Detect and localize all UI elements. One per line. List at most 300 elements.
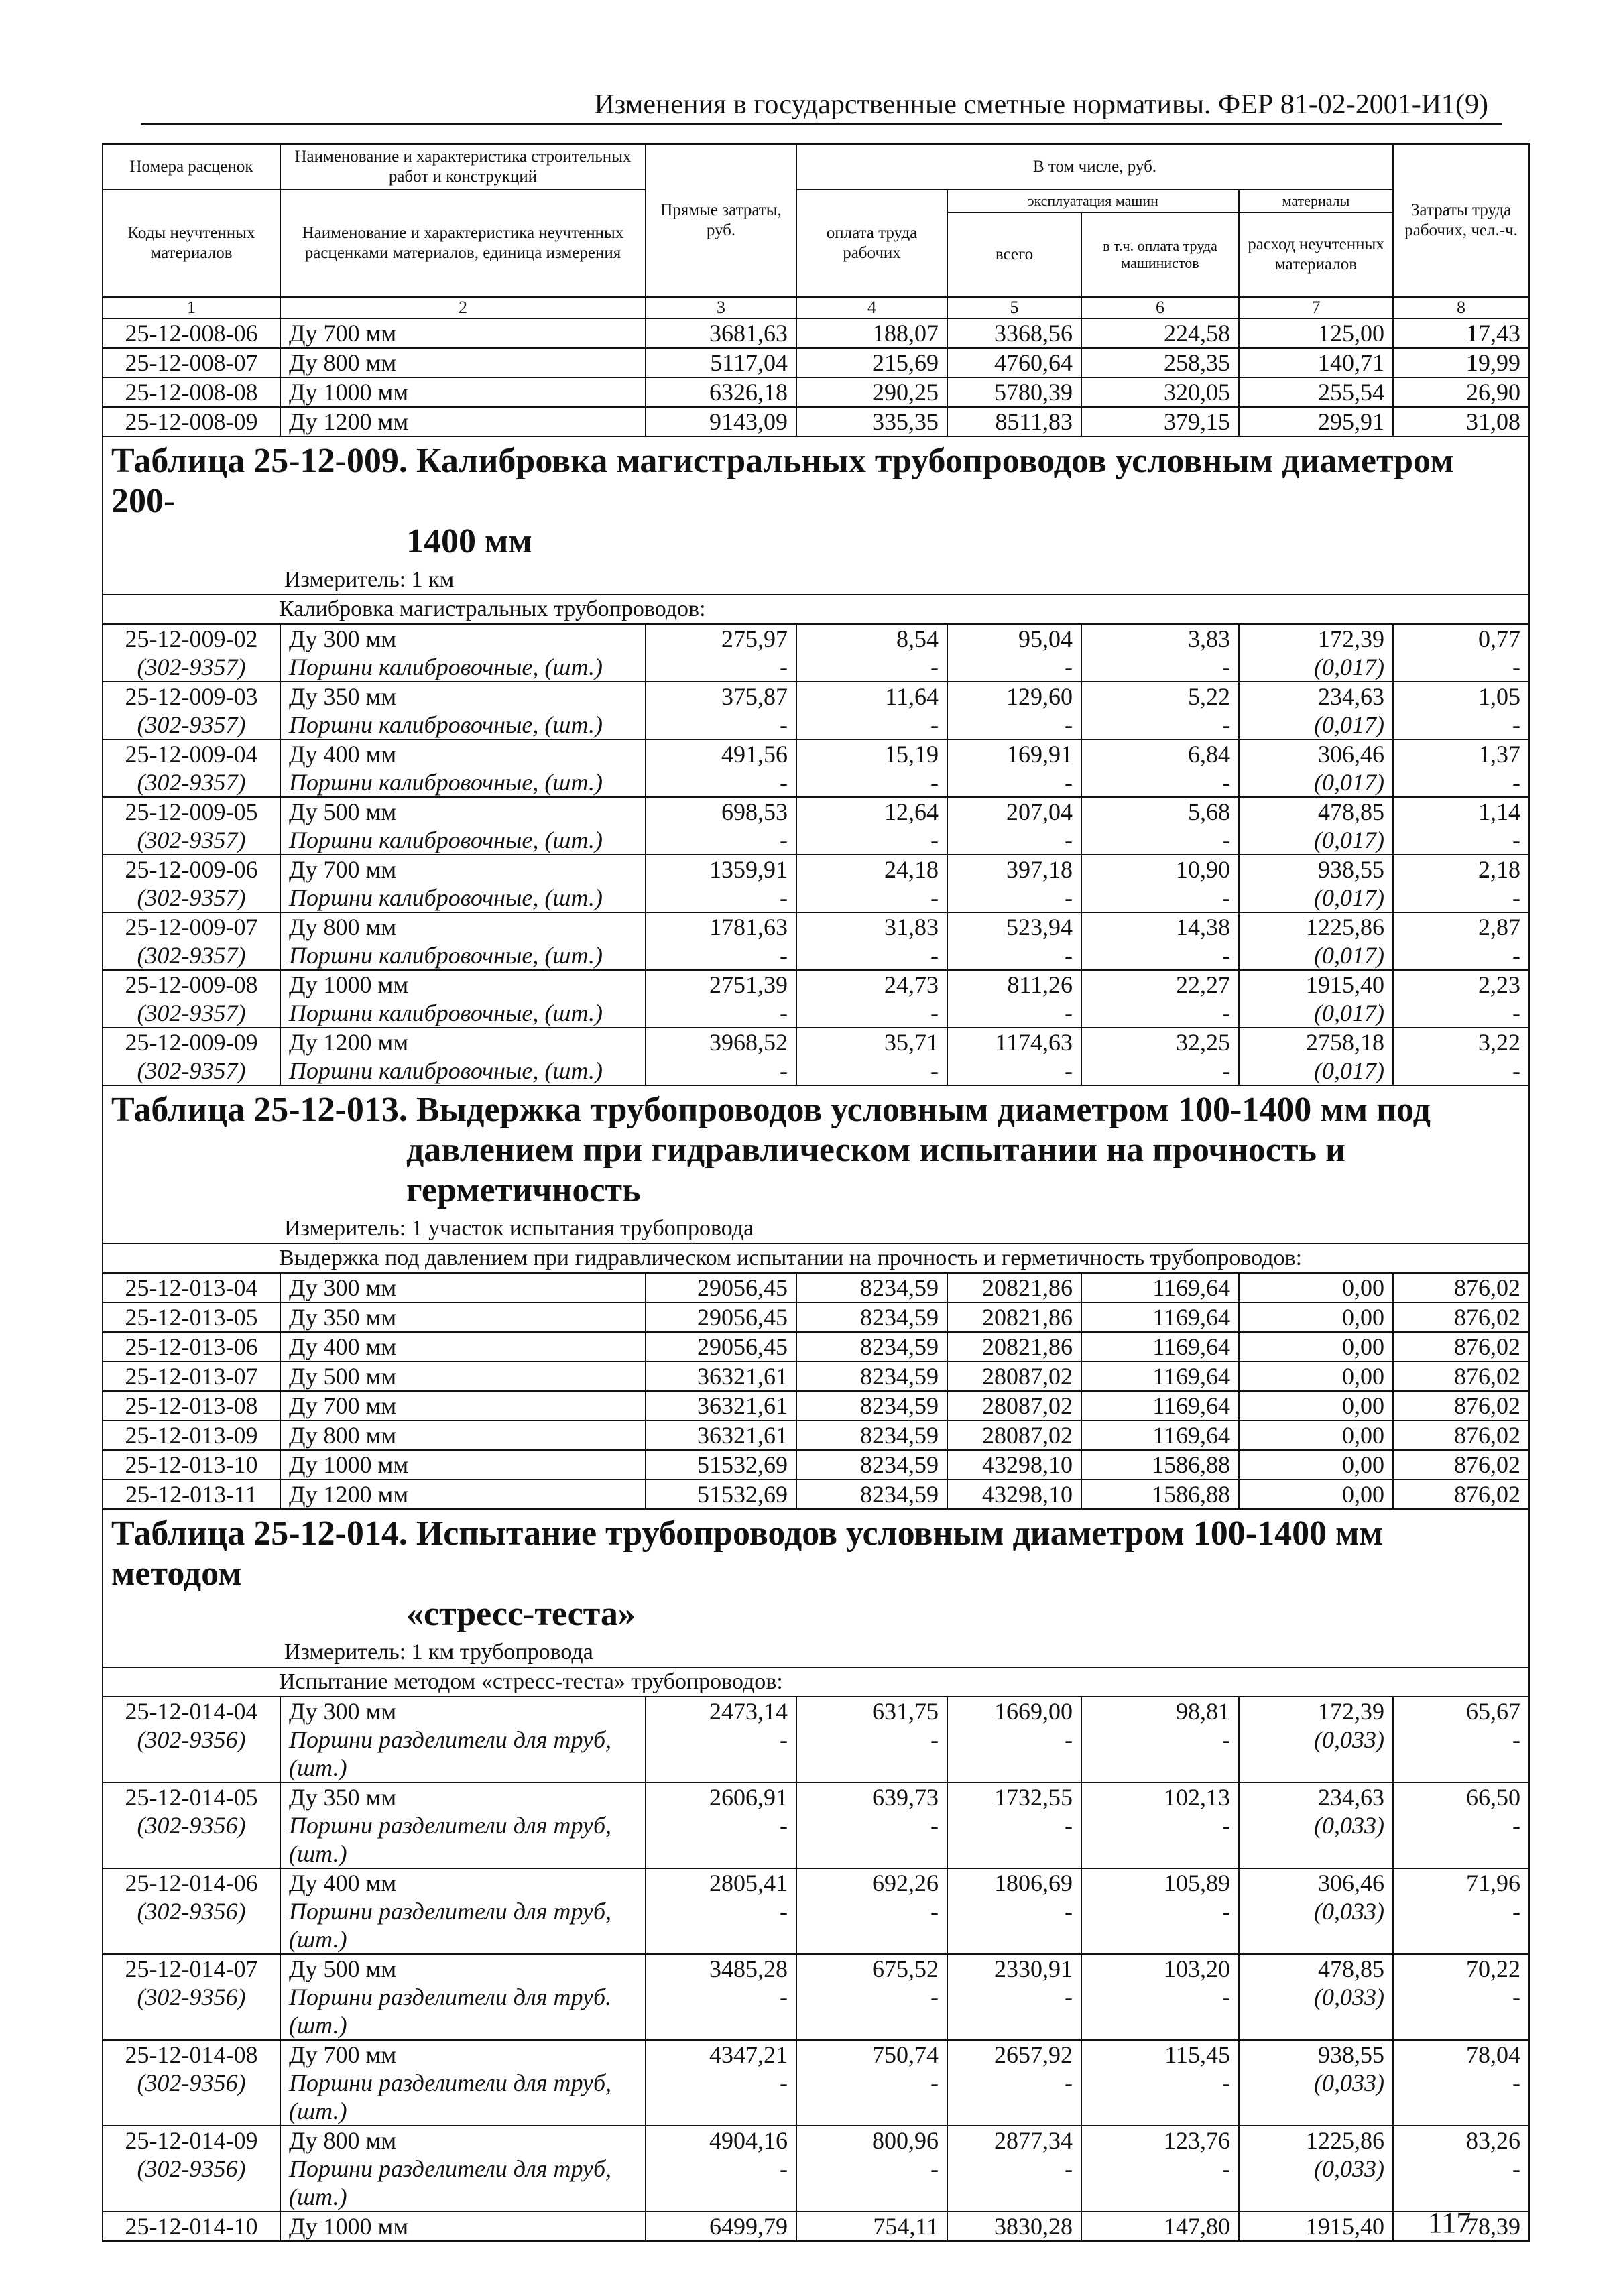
material-code: (302-9357) xyxy=(103,826,280,855)
value-m8: - xyxy=(1393,711,1529,739)
value-c5: 2657,92 xyxy=(947,2040,1081,2069)
value-m6: - xyxy=(1081,1811,1239,1868)
value-c4: 750,74 xyxy=(796,2040,947,2069)
value-m5: - xyxy=(947,884,1081,912)
rate-code: 25-12-013-05 xyxy=(103,1303,280,1332)
value-m3: - xyxy=(646,1983,796,2040)
value-m6: - xyxy=(1081,1897,1239,1954)
value-m4: - xyxy=(796,999,947,1028)
work-name: Ду 400 мм xyxy=(280,739,646,768)
work-name: Ду 700 мм xyxy=(280,318,646,348)
table-title xyxy=(103,436,1529,566)
value-c3: 2606,91 xyxy=(646,1783,796,1811)
material-code: (302-9356) xyxy=(103,2069,280,2126)
value-c7: 2758,18 xyxy=(1239,1028,1393,1056)
header-col6: в т.ч. оплата труда машинистов xyxy=(1081,213,1239,297)
value-m8: - xyxy=(1393,1811,1529,1868)
table-title-line: герметичность xyxy=(406,1171,641,1209)
value-c6: 32,25 xyxy=(1081,1028,1239,1056)
value-c3: 29056,45 xyxy=(646,1273,796,1303)
value-m4: - xyxy=(796,711,947,739)
work-name: Ду 700 мм xyxy=(280,855,646,884)
header-materials: материалы xyxy=(1239,190,1393,213)
table-row xyxy=(103,2126,1529,2155)
value-c6: 1586,88 xyxy=(1081,1450,1239,1479)
value-m3: - xyxy=(646,1811,796,1868)
work-name: Ду 1200 мм xyxy=(280,1028,646,1056)
value-c6: 102,13 xyxy=(1081,1783,1239,1811)
value-m4: - xyxy=(796,1726,947,1783)
value-m4: - xyxy=(796,2155,947,2212)
value-m7: (0,017) xyxy=(1239,768,1393,797)
value-c7: 938,55 xyxy=(1239,2040,1393,2069)
measure-unit: Измеритель: 1 км трубопровода xyxy=(103,1638,1529,1667)
value-m4: - xyxy=(796,826,947,855)
rate-code: 25-12-009-04 xyxy=(103,739,280,768)
measure-row xyxy=(103,1215,1529,1244)
value-c8: 2,23 xyxy=(1393,970,1529,999)
value-c4: 8234,59 xyxy=(796,1421,947,1450)
material-row xyxy=(103,884,1529,912)
value-c3: 3485,28 xyxy=(646,1954,796,1983)
value-m7: (0,033) xyxy=(1239,1811,1393,1868)
value-c8: 83,26 xyxy=(1393,2126,1529,2155)
table-row xyxy=(103,1868,1529,1897)
measure-row xyxy=(103,1638,1529,1667)
value-c6: 379,15 xyxy=(1081,407,1239,436)
value-c8: 876,02 xyxy=(1393,1479,1529,1509)
material-name-line: Поршни калибровочные, (шт.) xyxy=(289,711,603,738)
value-c7: 295,91 xyxy=(1239,407,1393,436)
value-c5: 95,04 xyxy=(947,624,1081,653)
value-c8: 1,14 xyxy=(1393,797,1529,826)
value-c7: 0,00 xyxy=(1239,1273,1393,1303)
table-row xyxy=(103,739,1529,768)
value-m5: - xyxy=(947,941,1081,970)
value-c6: 5,68 xyxy=(1081,797,1239,826)
value-c7: 1225,86 xyxy=(1239,912,1393,941)
value-c5: 523,94 xyxy=(947,912,1081,941)
table-title-line: 1400 мм xyxy=(406,522,532,560)
header-col1-bottom: Коды неучтенных материалов xyxy=(103,190,280,297)
value-c3: 2751,39 xyxy=(646,970,796,999)
material-name-line: Поршни калибровочные, (шт.) xyxy=(289,884,603,911)
material-code: (302-9357) xyxy=(103,1056,280,1085)
value-m7: (0,033) xyxy=(1239,2155,1393,2212)
work-name: Ду 300 мм xyxy=(280,1697,646,1726)
value-c6: 10,90 xyxy=(1081,855,1239,884)
rate-code: 25-12-014-10 xyxy=(103,2212,280,2241)
value-m6: - xyxy=(1081,999,1239,1028)
table-row xyxy=(103,970,1529,999)
work-name: Ду 1200 мм xyxy=(280,407,646,436)
value-m7: (0,017) xyxy=(1239,711,1393,739)
value-c7: 938,55 xyxy=(1239,855,1393,884)
value-c7: 234,63 xyxy=(1239,1783,1393,1811)
table-title-line: Таблица 25-12-009. Калибровка магистральных трубопроводов условным диаметром 200- xyxy=(111,442,1454,520)
rate-code: 25-12-009-02 xyxy=(103,624,280,653)
header-num-1: 1 xyxy=(103,297,280,318)
table-title xyxy=(103,1085,1529,1215)
value-c4: 8234,59 xyxy=(796,1332,947,1362)
value-c3: 51532,69 xyxy=(646,1479,796,1509)
value-m6: - xyxy=(1081,2069,1239,2126)
value-c8: 17,43 xyxy=(1393,318,1529,348)
rate-code: 25-12-009-06 xyxy=(103,855,280,884)
value-c5: 28087,02 xyxy=(947,1391,1081,1421)
value-c5: 43298,10 xyxy=(947,1450,1081,1479)
work-name: Ду 300 мм xyxy=(280,624,646,653)
table-row xyxy=(103,1303,1529,1332)
material-name xyxy=(280,1726,646,1783)
value-m6: - xyxy=(1081,1983,1239,2040)
value-c3: 2805,41 xyxy=(646,1868,796,1897)
value-c8: 876,02 xyxy=(1393,1332,1529,1362)
value-c3: 4347,21 xyxy=(646,2040,796,2069)
value-c4: 335,35 xyxy=(796,407,947,436)
value-m6: - xyxy=(1081,711,1239,739)
value-m3: - xyxy=(646,884,796,912)
rate-code: 25-12-014-08 xyxy=(103,2040,280,2069)
value-m4: - xyxy=(796,884,947,912)
table-row xyxy=(103,377,1529,407)
header-num-2: 2 xyxy=(280,297,646,318)
material-name-line: (шт.) xyxy=(289,1926,347,1953)
table-title xyxy=(103,1509,1529,1638)
value-c8: 71,96 xyxy=(1393,1868,1529,1897)
material-row xyxy=(103,2155,1529,2212)
value-c4: 8234,59 xyxy=(796,1362,947,1391)
material-row xyxy=(103,1726,1529,1783)
header-num-6: 6 xyxy=(1081,297,1239,318)
rate-code: 25-12-014-05 xyxy=(103,1783,280,1811)
value-c5: 397,18 xyxy=(947,855,1081,884)
value-m5: - xyxy=(947,711,1081,739)
rate-code: 25-12-009-07 xyxy=(103,912,280,941)
value-m8: - xyxy=(1393,2069,1529,2126)
value-c7: 0,00 xyxy=(1239,1362,1393,1391)
value-m5: - xyxy=(947,653,1081,682)
material-row xyxy=(103,2069,1529,2126)
material-row xyxy=(103,711,1529,739)
material-name-line: Поршни разделители для труб, xyxy=(289,2155,612,2182)
table-row xyxy=(103,2040,1529,2069)
value-c7: 172,39 xyxy=(1239,624,1393,653)
material-name-line: Поршни разделители для труб, xyxy=(289,1898,612,1925)
value-c5: 2330,91 xyxy=(947,1954,1081,1983)
value-c5: 5780,39 xyxy=(947,377,1081,407)
rate-code: 25-12-009-09 xyxy=(103,1028,280,1056)
section-row xyxy=(103,595,1529,624)
material-name xyxy=(280,653,646,682)
value-c3: 51532,69 xyxy=(646,1450,796,1479)
rate-code: 25-12-008-09 xyxy=(103,407,280,436)
table-row xyxy=(103,1273,1529,1303)
measure-unit: Измеритель: 1 участок испытания трубопровода xyxy=(103,1215,1529,1244)
value-m3: - xyxy=(646,1056,796,1085)
table-title-line: Таблица 25-12-013. Выдержка трубопроводов условным диаметром 100-1400 мм под xyxy=(111,1091,1431,1129)
value-m5: - xyxy=(947,1983,1081,2040)
value-c7: 478,85 xyxy=(1239,1954,1393,1983)
value-c6: 98,81 xyxy=(1081,1697,1239,1726)
rate-code: 25-12-013-08 xyxy=(103,1391,280,1421)
table-title-row xyxy=(103,436,1529,566)
material-code: (302-9357) xyxy=(103,768,280,797)
material-name-line: Поршни калибровочные, (шт.) xyxy=(289,1000,603,1026)
value-c3: 9143,09 xyxy=(646,407,796,436)
table-row xyxy=(103,1479,1529,1509)
table-row xyxy=(103,1391,1529,1421)
measure-unit: Измеритель: 1 км xyxy=(103,566,1529,595)
value-c6: 6,84 xyxy=(1081,739,1239,768)
value-m3: - xyxy=(646,999,796,1028)
table-title-line: «стресс-теста» xyxy=(406,1595,636,1633)
value-c8: 1,37 xyxy=(1393,739,1529,768)
value-c7: 1225,86 xyxy=(1239,2126,1393,2155)
header-col7: расход неучтенных материалов xyxy=(1239,213,1393,297)
value-c5: 8511,83 xyxy=(947,407,1081,436)
value-c3: 6499,79 xyxy=(646,2212,796,2241)
value-c5: 1669,00 xyxy=(947,1697,1081,1726)
table-row xyxy=(103,1362,1529,1391)
value-c3: 29056,45 xyxy=(646,1303,796,1332)
value-c6: 14,38 xyxy=(1081,912,1239,941)
value-c7: 0,00 xyxy=(1239,1303,1393,1332)
value-c4: 8234,59 xyxy=(796,1303,947,1332)
value-c4: 35,71 xyxy=(796,1028,947,1056)
value-c4: 215,69 xyxy=(796,348,947,377)
value-c8: 31,08 xyxy=(1393,407,1529,436)
material-code: (302-9356) xyxy=(103,1983,280,2040)
material-name xyxy=(280,1811,646,1868)
value-m3: - xyxy=(646,2069,796,2126)
value-m6: - xyxy=(1081,826,1239,855)
value-c5: 1732,55 xyxy=(947,1783,1081,1811)
value-m6: - xyxy=(1081,1726,1239,1783)
value-c4: 31,83 xyxy=(796,912,947,941)
value-c8: 65,67 xyxy=(1393,1697,1529,1726)
value-c4: 8234,59 xyxy=(796,1479,947,1509)
value-m8: - xyxy=(1393,2155,1529,2212)
work-name: Ду 400 мм xyxy=(280,1332,646,1362)
section-caption: Испытание методом «стресс-теста» трубопроводов: xyxy=(103,1667,1529,1697)
value-c6: 115,45 xyxy=(1081,2040,1239,2069)
value-c7: 140,71 xyxy=(1239,348,1393,377)
material-name xyxy=(280,999,646,1028)
value-c7: 255,54 xyxy=(1239,377,1393,407)
material-row xyxy=(103,941,1529,970)
rate-code: 25-12-013-09 xyxy=(103,1421,280,1450)
value-c8: 78,39 xyxy=(1393,2212,1529,2241)
value-c8: 876,02 xyxy=(1393,1421,1529,1450)
value-c5: 2877,34 xyxy=(947,2126,1081,2155)
table-row xyxy=(103,1028,1529,1056)
value-c5: 3830,28 xyxy=(947,2212,1081,2241)
material-name-line: (шт.) xyxy=(289,1754,347,1781)
value-c7: 306,46 xyxy=(1239,739,1393,768)
value-m4: - xyxy=(796,768,947,797)
rate-code: 25-12-009-08 xyxy=(103,970,280,999)
table-row xyxy=(103,407,1529,436)
material-code: (302-9357) xyxy=(103,653,280,682)
value-c8: 876,02 xyxy=(1393,1303,1529,1332)
value-c6: 103,20 xyxy=(1081,1954,1239,1983)
value-c3: 698,53 xyxy=(646,797,796,826)
running-header xyxy=(141,86,1502,125)
value-c7: 125,00 xyxy=(1239,318,1393,348)
value-m5: - xyxy=(947,999,1081,1028)
value-c4: 24,73 xyxy=(796,970,947,999)
rate-code: 25-12-014-07 xyxy=(103,1954,280,1983)
value-m6: - xyxy=(1081,884,1239,912)
header-col4: оплата труда рабочих xyxy=(796,190,947,297)
material-name-line: Поршни калибровочные, (шт.) xyxy=(289,769,603,796)
value-m6: - xyxy=(1081,653,1239,682)
value-m8: - xyxy=(1393,768,1529,797)
material-name xyxy=(280,2155,646,2212)
table-title-line: Таблица 25-12-014. Испытание трубопроводов условным диаметром 100-1400 мм методом xyxy=(111,1514,1383,1593)
value-c8: 876,02 xyxy=(1393,1391,1529,1421)
value-m7: (0,017) xyxy=(1239,941,1393,970)
work-name: Ду 800 мм xyxy=(280,1421,646,1450)
estimate-table xyxy=(102,143,1530,2242)
value-c6: 147,80 xyxy=(1081,2212,1239,2241)
value-c5: 4760,64 xyxy=(947,348,1081,377)
value-c6: 1586,88 xyxy=(1081,1479,1239,1509)
value-c6: 224,58 xyxy=(1081,318,1239,348)
table-row xyxy=(103,1332,1529,1362)
value-c4: 24,18 xyxy=(796,855,947,884)
material-name-line: (шт.) xyxy=(289,2012,347,2039)
value-m4: - xyxy=(796,2069,947,2126)
value-c5: 20821,86 xyxy=(947,1303,1081,1332)
value-m3: - xyxy=(646,1726,796,1783)
value-c3: 5117,04 xyxy=(646,348,796,377)
material-name-line: Поршни калибровочные, (шт.) xyxy=(289,1057,603,1084)
value-m4: - xyxy=(796,1983,947,2040)
value-c7: 0,00 xyxy=(1239,1391,1393,1421)
value-c8: 3,22 xyxy=(1393,1028,1529,1056)
section-row xyxy=(103,1667,1529,1697)
value-c3: 1359,91 xyxy=(646,855,796,884)
rate-code: 25-12-013-04 xyxy=(103,1273,280,1303)
value-c5: 20821,86 xyxy=(947,1332,1081,1362)
rate-code: 25-12-014-09 xyxy=(103,2126,280,2155)
value-c8: 26,90 xyxy=(1393,377,1529,407)
value-c3: 275,97 xyxy=(646,624,796,653)
value-m6: - xyxy=(1081,941,1239,970)
header-row-mid xyxy=(103,190,1529,213)
material-code: (302-9357) xyxy=(103,999,280,1028)
material-code: (302-9357) xyxy=(103,884,280,912)
work-name: Ду 350 мм xyxy=(280,682,646,711)
header-machines: эксплуатация машин xyxy=(947,190,1239,213)
value-m6: - xyxy=(1081,1056,1239,1085)
value-c7: 0,00 xyxy=(1239,1332,1393,1362)
material-name-line: Поршни разделители для труб, xyxy=(289,2069,612,2096)
value-c4: 12,64 xyxy=(796,797,947,826)
value-c6: 22,27 xyxy=(1081,970,1239,999)
work-name: Ду 800 мм xyxy=(280,348,646,377)
header-num-4: 4 xyxy=(796,297,947,318)
table-row xyxy=(103,1954,1529,1983)
value-c6: 1169,64 xyxy=(1081,1273,1239,1303)
value-c4: 8234,59 xyxy=(796,1273,947,1303)
value-m6: - xyxy=(1081,2155,1239,2212)
value-m5: - xyxy=(947,2155,1081,2212)
running-header-text: Изменения в государственные сметные нормативы. ФЕР 81-02-2001-И1(9) xyxy=(594,89,1488,120)
rate-code: 25-12-008-08 xyxy=(103,377,280,407)
value-m8: - xyxy=(1393,1726,1529,1783)
material-code: (302-9357) xyxy=(103,941,280,970)
value-m7: (0,033) xyxy=(1239,1726,1393,1783)
value-c8: 2,87 xyxy=(1393,912,1529,941)
value-c6: 1169,64 xyxy=(1081,1332,1239,1362)
work-name: Ду 800 мм xyxy=(280,912,646,941)
table-row xyxy=(103,348,1529,377)
value-c7: 1915,40 xyxy=(1239,2212,1393,2241)
value-m5: - xyxy=(947,1056,1081,1085)
value-m5: - xyxy=(947,826,1081,855)
table-row xyxy=(103,682,1529,711)
value-c3: 2473,14 xyxy=(646,1697,796,1726)
material-row xyxy=(103,653,1529,682)
value-m8: - xyxy=(1393,1897,1529,1954)
table-row xyxy=(103,1450,1529,1479)
material-name xyxy=(280,1983,646,2040)
value-m6: - xyxy=(1081,768,1239,797)
value-m3: - xyxy=(646,711,796,739)
value-c7: 306,46 xyxy=(1239,1868,1393,1897)
value-c8: 876,02 xyxy=(1393,1450,1529,1479)
value-c4: 692,26 xyxy=(796,1868,947,1897)
material-row xyxy=(103,826,1529,855)
material-name-line: Поршни разделители для труб, xyxy=(289,1812,612,1839)
section-caption: Калибровка магистральных трубопроводов: xyxy=(103,595,1529,624)
work-name: Ду 500 мм xyxy=(280,797,646,826)
rate-code: 25-12-009-03 xyxy=(103,682,280,711)
material-name-line: Поршни калибровочные, (шт.) xyxy=(289,827,603,853)
value-m8: - xyxy=(1393,653,1529,682)
value-c5: 20821,86 xyxy=(947,1273,1081,1303)
value-m7: (0,017) xyxy=(1239,1056,1393,1085)
page-number: 117 xyxy=(1428,2206,1471,2239)
work-name: Ду 1000 мм xyxy=(280,2212,646,2241)
value-c4: 754,11 xyxy=(796,2212,947,2241)
value-c6: 1169,64 xyxy=(1081,1421,1239,1450)
value-c4: 800,96 xyxy=(796,2126,947,2155)
value-m4: - xyxy=(796,1811,947,1868)
value-c8: 876,02 xyxy=(1393,1362,1529,1391)
value-c3: 6326,18 xyxy=(646,377,796,407)
value-c6: 3,83 xyxy=(1081,624,1239,653)
measure-row xyxy=(103,566,1529,595)
value-c3: 3968,52 xyxy=(646,1028,796,1056)
rate-code: 25-12-013-06 xyxy=(103,1332,280,1362)
rate-code: 25-12-008-06 xyxy=(103,318,280,348)
work-name: Ду 700 мм xyxy=(280,2040,646,2069)
material-name-line: (шт.) xyxy=(289,1840,347,1867)
header-col3: Прямые затраты, руб. xyxy=(646,144,796,297)
value-c6: 105,89 xyxy=(1081,1868,1239,1897)
value-c4: 8234,59 xyxy=(796,1450,947,1479)
value-c6: 258,35 xyxy=(1081,348,1239,377)
value-c6: 1169,64 xyxy=(1081,1391,1239,1421)
value-c8: 66,50 xyxy=(1393,1783,1529,1811)
value-c8: 0,77 xyxy=(1393,624,1529,653)
value-m4: - xyxy=(796,941,947,970)
value-m4: - xyxy=(796,653,947,682)
